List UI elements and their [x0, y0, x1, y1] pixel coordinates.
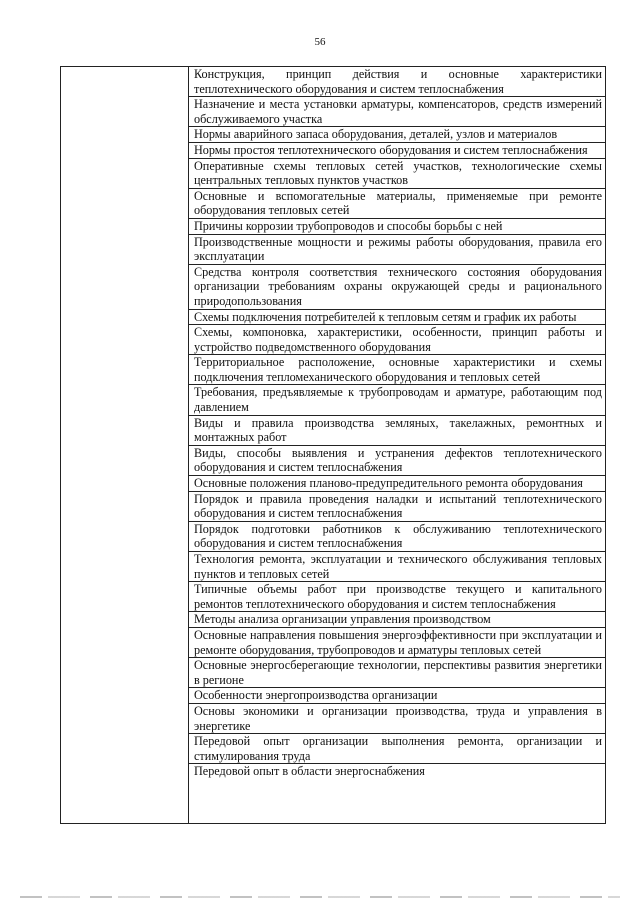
table-row: Виды, способы выявления и устранения дефектов теплотехнического оборудования и систем теплоснабжения [189, 446, 605, 476]
table-row: Средства контроля соответствия технического состояния оборудования организации требованиям охраны окружающей среды и рационального природопользования [189, 265, 605, 310]
table-row: Методы анализа организации управления производством [189, 612, 605, 628]
table-row: Технология ремонта, эксплуатации и технического обслуживания тепловых пунктов и тепловых сетей [189, 552, 605, 582]
table-row: Территориальное расположение, основные характеристики и схемы подключения тепломеханического оборудования и тепловых сетей [189, 355, 605, 385]
table-row: Основные и вспомогательные материалы, применяемые при ремонте оборудования тепловых сетей [189, 189, 605, 219]
table-row: Порядок и правила проведения наладки и испытаний теплотехнического оборудования и систем теплоснабжения [189, 492, 605, 522]
page-number: 56 [314, 36, 326, 48]
table-row: Конструкция, принцип действия и основные характеристики теплотехнического оборудования и систем теплоснабжения [189, 67, 605, 97]
table-row: Передовой опыт организации выполнения ремонта, организации и стимулирования труда [189, 734, 605, 764]
table-left-column [61, 67, 189, 823]
table-row: Основные направления повышения энергоэффективности при эксплуатации и ремонте оборудования, трубопроводов и арматуры тепловых сетей [189, 628, 605, 658]
table-row: Особенности энергопроизводства организации [189, 688, 605, 704]
scan-artifact-line [20, 896, 620, 898]
table-row: Производственные мощности и режимы работы оборудования, правила его эксплуатации [189, 235, 605, 265]
table-row: Нормы простоя теплотехнического оборудования и систем теплоснабжения [189, 143, 605, 159]
table-row: Порядок подготовки работников к обслуживанию теплотехнического оборудования и систем теплоснабжения [189, 522, 605, 552]
table-right-column [189, 67, 605, 823]
table-row: Назначение и места установки арматуры, компенсаторов, средств измерений обслуживаемого участка [189, 97, 605, 127]
table-row: Передовой опыт в области энергоснабжения [194, 764, 425, 779]
table-row: Основные положения планово-предупредительного ремонта оборудования [189, 476, 605, 492]
table-row: Виды и правила производства земляных, такелажных, ремонтных и монтажных работ [189, 416, 605, 446]
table-row: Схемы, компоновка, характеристики, особенности, принцип работы и устройство подведомственного оборудования [189, 325, 605, 355]
table-row: Основы экономики и организации производства, труда и управления в энергетике [189, 704, 605, 734]
table-row: Оперативные схемы тепловых сетей участков, технологические схемы центральных тепловых пунктов участков [189, 159, 605, 189]
table-row: Схемы подключения потребителей к тепловым сетям и график их работы [189, 310, 605, 326]
table-row: Причины коррозии трубопроводов и способы борьбы с ней [189, 219, 605, 235]
table-row: Типичные объемы работ при производстве текущего и капитального ремонтов теплотехнического оборудования и систем теплоснабжения [189, 582, 605, 612]
table-row: Нормы аварийного запаса оборудования, деталей, узлов и материалов [189, 127, 605, 143]
table-row: Требования, предъявляемые к трубопроводам и арматуре, работающим под давлением [189, 385, 605, 415]
table-row: Основные энергосберегающие технологии, перспективы развития энергетики в регионе [189, 658, 605, 688]
knowledge-table [60, 66, 606, 824]
